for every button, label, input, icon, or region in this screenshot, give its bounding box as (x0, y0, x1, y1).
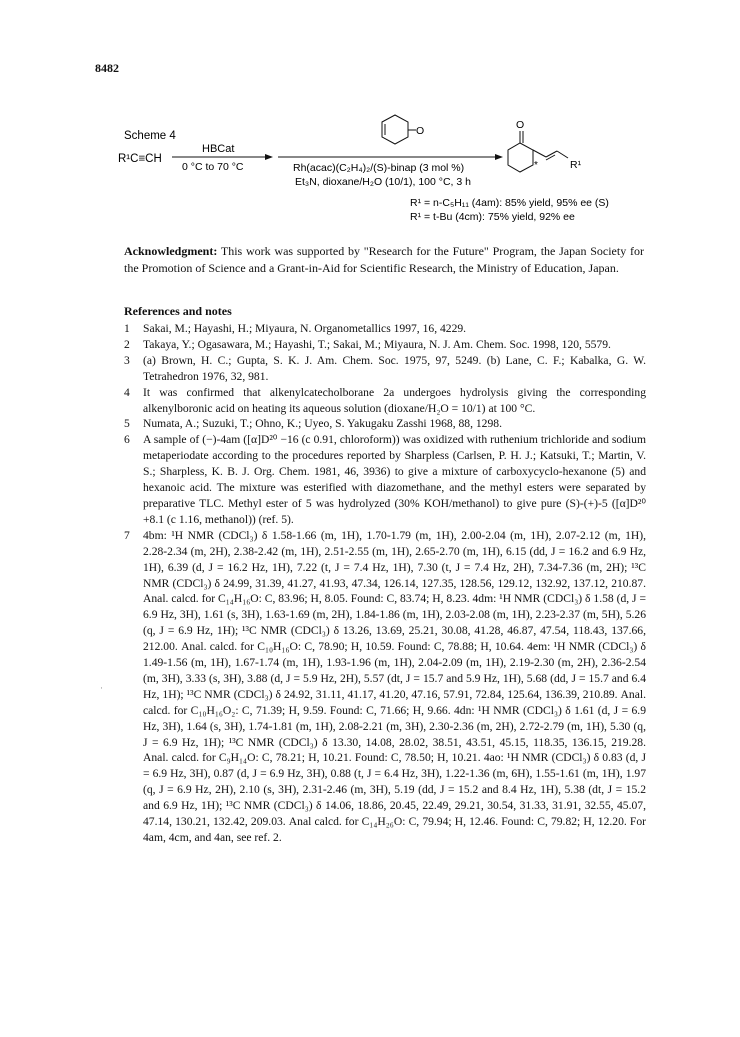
step2-conditions: Et₃N, dioxane/H₂O (10/1), 100 °C, 3 h (295, 176, 471, 188)
reference-number: 7 (124, 528, 130, 542)
reference-item (124, 353, 646, 385)
references-list (124, 321, 646, 846)
reference-number: 4 (124, 385, 130, 399)
arrow-head-2 (495, 154, 503, 160)
reference-text: 4bm: ¹H NMR (CDCl₃) δ 1.58-1.66 (m, 1H), 1.70-1.79 (m, 1H), 2.00-2.04 (m, 1H), 2.07-2.12 (m, 1H), 2.28-2.34 (m, 2H), 2.38-2.42 (m, 1H), 2.51-2.55 (m, 1H), 2.65-2.70 (m, 1H), 6.15 (dd, J = 16.2 and 6.9 Hz, 1H), 6.39 (d, J = 16.2 Hz, 1H), 7.22 (t, J = 7.4 Hz, 1H), 7.30 (t, J = 7.4 Hz, 2H), 7.34-7.36 (m, 2H); ¹³C NMR (CDCl₃) δ 24.99, 31.39, 41.27, 41.93, 47.34, 126.14, 127.35, 128.56, 129.12, 132.92, 137.12, 210.87. Anal. calcd. for C₁₄H₁₆O: C, 83.96; H, 8.05. Found: C, 83.74; H, 8.23. 4dm: ¹H NMR (CDCl₃) δ 1.58 (d, J = 6.9 Hz, 3H), 1.61 (s, 3H), 1.63-1.69 (m, 2H), 1.84-1.86 (m, 1H), 2.03-2.08 (m, 1H), 2.23-2.37 (m, 5H), 5.26 (q, J = 6.9 Hz, 1H); ¹³C NMR (CDCl₃) δ 13.26, 13.69, 25.21, 30.08, 41.28, 46.87, 47.54, 118.43, 137.66, 212.00. Anal. calcd. for C₁₀H₁₆O: C, 78.90; H, 10.59. Found: C, 78.88; H, 10.64. 4em: ¹H NMR (CDCl₃) δ 1.49-1.56 (m, 1H), 1.67-1.74 (m, 1H), 1.93-1.96 (m, 1H), 2.04-2.09 (m, 1H), 2.19-2.30 (m, 2H), 2.36-2.54 (m, 3H), 3.33 (s, 3H), 3.88 (d, J = 5.9 Hz, 2H), 5.57 (dt, J = 15.7 and 5.9 Hz, 1H), 5.68 (dd, J = 15.7 and 6.4 Hz, 1H); ¹³C NMR (CDCl₃) δ 24.92, 31.11, 41.17, 41.20, 47.16, 57.91, 72.84, 125.64, 136.39, 210.89. Anal. calcd. for C₁₀H₁₆O₂: C, 71.39; H, 9.59. Found: C, 71.66; H, 9.66. 4dn: ¹H NMR (CDCl₃) δ 1.61 (d, J = 6.9 Hz, 3H), 1.64 (s, 3H), 1.74-1.81 (m, 1H), 2.08-2.21 (m, 3H), 2.30-2.36 (m, 2H), 2.72-2.79 (m, 1H), 5.30 (q, J = 6.9 Hz, 1H); ¹³C NMR (CDCl₃) δ 13.30, 14.08, 28.02, 38.51, 43.51, 45.15, 118.35, 136.15, 219.28. Anal. calcd. for C₉H₁₄O: C, 78.21; H, 10.21. Found: C, 78.50; H, 10.21. 4ao: ¹H NMR (CDCl₃) δ 0.83 (d, J = 6.9 Hz, 3H), 0.87 (d, J = 6.9 Hz, 3H), 0.88 (t, J = 6.4 Hz, 3H), 1.22-1.36 (m, 6H), 1.55-1.61 (m, 1H), 1.97 (q, J = 6.9 Hz, 2H), 2.10 (s, 3H), 2.31-2.46 (m, 3H), 5.19 (dd, J = 15.2 and 8.4 Hz, 1H), 5.38 (dt, J = 15.2 and 6.9 Hz, 1H); ¹³C NMR (CDCl₃) δ 14.06, 18.86, 20.45, 22.49, 29.21, 30.54, 31.33, 31.91, 32.55, 45.07, 47.14, 130.21, 132.42, 209.03. Anal calcd. for C₁₄H₂₆O: C, 79.94; H, 12.46. Found: C, 79.82; H, 12.20. For 4am, 4cm, and 4an, see ref. 2. (143, 528, 646, 844)
reference-item (124, 528, 646, 846)
step2-catalyst: Rh(acac)(C₂H₄)₂/(S)-binap (3 mol %) (293, 162, 465, 174)
reference-text: Takaya, Y.; Ogasawara, M.; Hayashi, T.; Sakai, M.; Miyaura, N. J. Am. Chem. Soc. 1998, 120, 5579. (143, 337, 611, 351)
reference-item (124, 432, 646, 527)
reference-number: 1 (124, 322, 130, 335)
product-carbonyl-oxygen: O (516, 119, 525, 131)
reference-number: 3 (124, 353, 130, 367)
enone-oxygen: O (416, 125, 425, 137)
reference-text: A sample of (−)-4am ([α]D²⁰ −16 (c 0.91, chloroform)) was oxidized with ruthenium trichloride and sodium metaperiodate according to the procedures reported by Sharpless (Carlsen, P. H. J.; Katsuki, T.; Martin, V. S.; Sharpless, K. B. J. Org. Chem. 1981, 46, 3936) to give a mixture of carboxycyclo-hexanone (5) and hexanoic acid. The mixture was esterified with diazomethane, and the methyl esters were separated by preparative TLC. Methyl ester of 5 was hydrolyzed (30% KOH/methanol) to give pure (S)-(+)-5 ([α]D²⁰ +8.1 (c 1.16, methanol)) (ref. 5). (143, 433, 646, 526)
acknowledgment-text: This work was supported by "Research for the Future" Program, the Japan Society for the Promotion of Science and a Grant-in-Aid for Scientific Research, the Ministry of Education, Japan. (124, 244, 644, 275)
product-structure (508, 131, 568, 172)
result-4am: R¹ = n-C₅H₁₁ (4am): 85% yield, 95% ee (S) (410, 197, 609, 209)
step1-reagent: HBCat (202, 143, 235, 155)
step1-conditions: 0 °C to 70 °C (182, 161, 244, 173)
reference-number: 6 (124, 433, 130, 447)
scheme-label: Scheme 4 (124, 130, 176, 142)
reference-text: Numata, A.; Suzuki, T.; Ohno, K.; Uyeo, S. Yakugaku Zasshi 1968, 88, 1298. (143, 417, 502, 431)
arrow-head-1 (265, 154, 273, 160)
product-r-group: R¹ (570, 159, 582, 171)
page-number: 8482 (95, 61, 119, 75)
reference-text: Sakai, M.; Hayashi, H.; Miyaura, N. Organometallics 1997, 16, 4229. (143, 322, 467, 335)
margin-mark: · (100, 683, 103, 693)
reference-text: (a) Brown, H. C.; Gupta, S. K. J. Am. Chem. Soc. 1975, 97, 5249. (b) Lane, C. F.; Kabalka, G. W. Tetrahedron 1976, 32, 981. (143, 353, 646, 383)
cyclohexenone-structure (382, 115, 416, 144)
reference-number: 2 (124, 337, 130, 351)
reference-number: 5 (124, 417, 130, 431)
reaction-scheme (110, 108, 630, 228)
references-heading: References and notes (124, 304, 232, 318)
acknowledgment (124, 243, 644, 277)
reference-item (124, 321, 646, 337)
reference-item (124, 416, 646, 432)
result-4cm: R¹ = t-Bu (4cm): 75% yield, 92% ee (410, 211, 575, 223)
reference-item (124, 385, 646, 417)
reference-text: It was confirmed that alkenylcatecholborane 2a undergoes hydrolysis giving the corresponding alkenylboronic acid on heating its aqueous solution (dioxane/H₂O = 10/1) at 100 °C. (143, 385, 646, 415)
reference-item (124, 337, 646, 353)
reactant-formula: R¹C≡CH (118, 153, 162, 165)
acknowledgment-heading: Acknowledgment: (124, 244, 218, 258)
product-stereocenter-mark: * (534, 160, 538, 171)
